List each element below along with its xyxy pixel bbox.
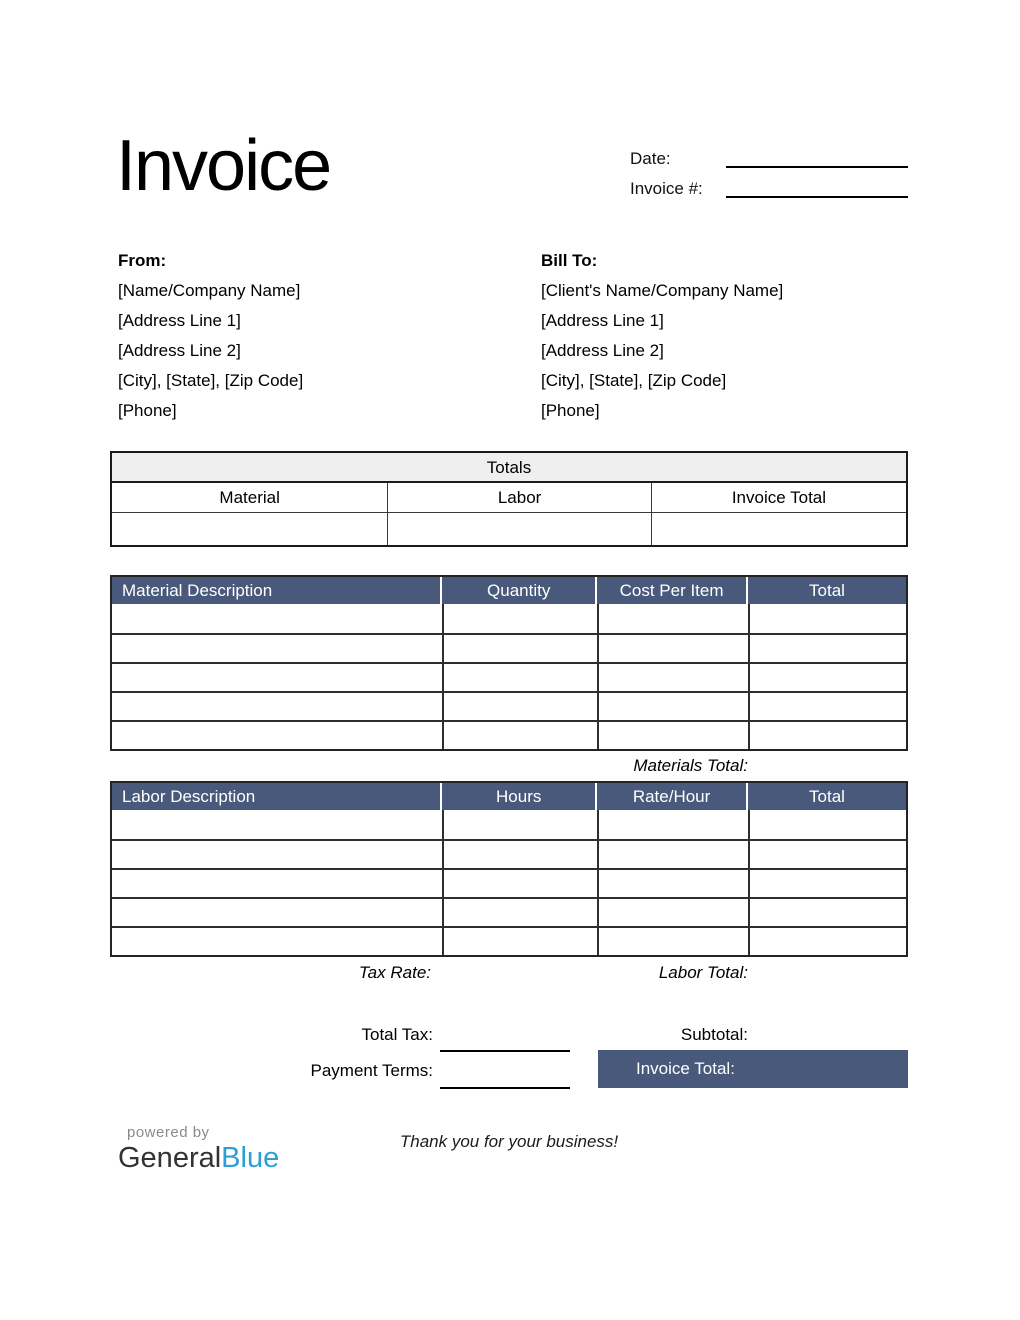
table-cell[interactable] bbox=[442, 664, 597, 691]
table-row bbox=[112, 691, 906, 720]
table-cell[interactable] bbox=[442, 928, 597, 955]
table-cell[interactable] bbox=[748, 870, 906, 897]
table-row bbox=[112, 839, 906, 868]
totals-col-material: Material bbox=[112, 483, 388, 513]
footer bbox=[110, 1124, 908, 1184]
subtotal-label: Subtotal: bbox=[680, 1025, 748, 1044]
labor-table bbox=[110, 781, 908, 957]
materials-total-label: Materials Total: bbox=[633, 756, 748, 775]
total-tax-input-line[interactable] bbox=[440, 1050, 570, 1052]
bill-to-phone-placeholder[interactable]: [Phone] bbox=[541, 401, 600, 420]
materials-table-body bbox=[112, 604, 906, 749]
from-label: From: bbox=[118, 251, 167, 270]
table-cell[interactable] bbox=[597, 841, 748, 868]
table-cell[interactable] bbox=[597, 870, 748, 897]
payment-terms-label: Payment Terms: bbox=[310, 1061, 433, 1080]
table-cell[interactable] bbox=[442, 604, 597, 633]
table-cell[interactable] bbox=[597, 664, 748, 691]
table-cell[interactable] bbox=[597, 810, 748, 839]
table-row bbox=[112, 662, 906, 691]
table-cell[interactable] bbox=[112, 870, 442, 897]
totals-table-title: Totals bbox=[112, 453, 906, 483]
totals-table bbox=[110, 451, 908, 547]
table-cell[interactable] bbox=[442, 841, 597, 868]
table-cell[interactable] bbox=[597, 722, 748, 749]
table-cell[interactable] bbox=[442, 810, 597, 839]
materials-col-description: Material Description bbox=[112, 577, 442, 604]
powered-by-text: powered by bbox=[127, 1124, 210, 1141]
date-label: Date: bbox=[630, 149, 671, 168]
table-cell[interactable] bbox=[748, 810, 906, 839]
bill-to-label: Bill To: bbox=[541, 251, 598, 270]
table-cell[interactable] bbox=[112, 604, 442, 633]
invoice-total-box[interactable] bbox=[598, 1050, 908, 1088]
table-cell[interactable] bbox=[597, 604, 748, 633]
materials-total-row bbox=[110, 751, 748, 781]
materials-col-cost-per-item: Cost Per Item bbox=[597, 577, 748, 604]
table-cell[interactable] bbox=[112, 664, 442, 691]
address-section bbox=[110, 246, 908, 426]
from-block bbox=[118, 246, 541, 426]
table-cell[interactable] bbox=[748, 664, 906, 691]
summary-section bbox=[110, 993, 908, 1098]
from-address2-placeholder[interactable]: [Address Line 2] bbox=[118, 341, 241, 360]
table-row bbox=[112, 720, 906, 749]
table-cell[interactable] bbox=[748, 928, 906, 955]
bill-to-block bbox=[541, 246, 783, 426]
labor-table-body bbox=[112, 810, 906, 955]
table-cell[interactable] bbox=[597, 693, 748, 720]
materials-table-header bbox=[112, 577, 906, 604]
totals-material-value-cell[interactable] bbox=[112, 513, 388, 545]
table-cell[interactable] bbox=[748, 604, 906, 633]
invoice-content bbox=[110, 0, 908, 1184]
labor-table-header bbox=[112, 783, 906, 810]
table-cell[interactable] bbox=[748, 841, 906, 868]
labor-col-total: Total bbox=[809, 787, 845, 806]
total-tax-label: Total Tax: bbox=[361, 1025, 433, 1044]
table-cell[interactable] bbox=[597, 928, 748, 955]
brand-general-text: General bbox=[118, 1142, 222, 1174]
labor-col-hours: Hours bbox=[442, 783, 597, 810]
table-row bbox=[112, 868, 906, 897]
totals-table-values-row bbox=[112, 513, 906, 545]
table-row bbox=[112, 633, 906, 662]
date-row bbox=[630, 142, 908, 172]
table-cell[interactable] bbox=[442, 870, 597, 897]
totals-table-columns bbox=[112, 483, 906, 513]
from-phone-placeholder[interactable]: [Phone] bbox=[118, 401, 177, 420]
from-city-placeholder[interactable]: [City], [State], [Zip Code] bbox=[118, 371, 304, 390]
totals-col-labor: Labor bbox=[388, 483, 652, 513]
invoice-number-label: Invoice #: bbox=[630, 179, 703, 198]
tax-labor-row bbox=[110, 963, 908, 987]
bill-to-city-placeholder[interactable]: [City], [State], [Zip Code] bbox=[541, 371, 727, 390]
invoice-number-input-line[interactable] bbox=[726, 196, 908, 198]
table-cell[interactable] bbox=[748, 899, 906, 926]
table-cell[interactable] bbox=[442, 899, 597, 926]
bill-to-name-placeholder[interactable]: [Client's Name/Company Name] bbox=[541, 281, 784, 300]
brand-blue-text: Blue bbox=[221, 1142, 280, 1174]
labor-total-label: Labor Total: bbox=[658, 963, 748, 982]
materials-table bbox=[110, 575, 908, 751]
table-cell[interactable] bbox=[442, 722, 597, 749]
table-row bbox=[112, 897, 906, 926]
table-cell[interactable] bbox=[112, 635, 442, 662]
table-cell[interactable] bbox=[748, 693, 906, 720]
totals-labor-value-cell[interactable] bbox=[388, 513, 652, 545]
labor-col-rate-per-hour: Rate/Hour bbox=[597, 783, 748, 810]
labor-col-description: Labor Description bbox=[112, 783, 442, 810]
table-cell[interactable] bbox=[112, 693, 442, 720]
table-row bbox=[112, 926, 906, 955]
invoice-number-row bbox=[630, 172, 908, 202]
bill-to-address2-placeholder[interactable]: [Address Line 2] bbox=[541, 341, 664, 360]
page-title: Invoice bbox=[116, 126, 331, 206]
materials-col-total: Total bbox=[809, 581, 845, 600]
from-name-placeholder[interactable]: [Name/Company Name] bbox=[118, 281, 301, 300]
bill-to-address1-placeholder[interactable]: [Address Line 1] bbox=[541, 311, 664, 330]
table-cell[interactable] bbox=[748, 722, 906, 749]
invoice-total-label: Invoice Total: bbox=[636, 1059, 735, 1078]
table-cell[interactable] bbox=[112, 928, 442, 955]
header-fields bbox=[630, 142, 908, 202]
from-address1-placeholder[interactable]: [Address Line 1] bbox=[118, 311, 241, 330]
table-cell[interactable] bbox=[112, 841, 442, 868]
table-cell[interactable] bbox=[112, 722, 442, 749]
table-cell[interactable] bbox=[597, 899, 748, 926]
materials-col-quantity: Quantity bbox=[442, 577, 597, 604]
tax-rate-label: Tax Rate: bbox=[358, 963, 431, 982]
table-cell[interactable] bbox=[112, 810, 442, 839]
payment-terms-input-line[interactable] bbox=[440, 1087, 570, 1089]
table-row bbox=[112, 604, 906, 633]
table-cell[interactable] bbox=[442, 635, 597, 662]
date-input-line[interactable] bbox=[726, 166, 908, 168]
header bbox=[110, 126, 908, 206]
table-cell[interactable] bbox=[442, 693, 597, 720]
totals-col-invoice-total: Invoice Total bbox=[731, 488, 827, 507]
table-cell[interactable] bbox=[748, 635, 906, 662]
table-row bbox=[112, 810, 906, 839]
table-cell[interactable] bbox=[112, 899, 442, 926]
table-cell[interactable] bbox=[597, 635, 748, 662]
totals-invoice-total-value-cell[interactable] bbox=[652, 513, 906, 545]
thank-you-message: Thank you for your business! bbox=[399, 1132, 619, 1151]
